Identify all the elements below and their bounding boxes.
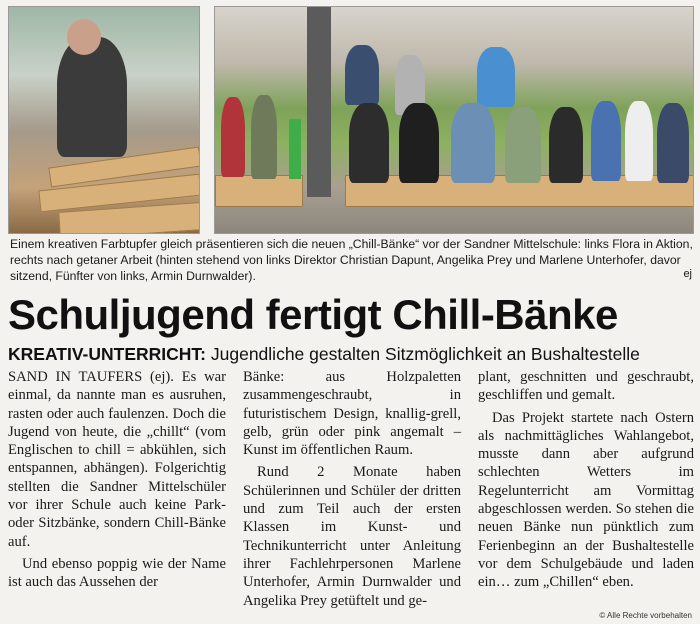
photo-credit: ej	[683, 268, 692, 280]
photo-group-on-chill-benches	[214, 6, 694, 234]
photo-girl-sanding-bench	[8, 6, 200, 234]
article-column-2	[243, 368, 461, 610]
rights-notice: © Alle Rechte vorbehalten	[599, 611, 692, 620]
subhead-kicker: KREATIV-UNTERRICHT:	[8, 344, 207, 364]
article-headline: Schuljugend fertigt Chill-Bänke	[8, 291, 618, 338]
paragraph: Das Projekt startete nach Ostern als nachmittägliches Wahlangebot, musste dann aber aufgrund schlechten Wetters im Regelunterricht am Vormittag abgeschlossen werden. So stehen die neuen Bänke nun pünktlich zum Ferienbeginn an der Bushaltestelle vor dem Schulgebäude und laden ein… zum „Chillen“ eben.	[478, 409, 694, 591]
paragraph: Bänke: aus Holzpaletten zusammengeschraubt, in futuristischem Design, knallig-grell, gelb, grün oder pink angemalt – Kunst im öffentlichen Raum.	[243, 369, 461, 459]
paragraph: Rund 2 Monate haben Schülerinnen und Schüler der dritten und zum Teil auch der ersten Klassen im Kunst- und Technikunterricht unter Anleitung ihrer Fachlehrpersonen Marlene Unterhofer, Armin Durnwalder und Angelika Prey getüftelt und ge-	[243, 464, 461, 609]
article-column-3	[478, 368, 694, 592]
photo-caption: Einem kreativen Farbtupfer gleich präsentieren sich die neuen „Chill-Bänke“ vor der Sandner Mittelschule: links Flora in Aktion, rechts nach getaner Arbeit (hinten stehend von links Direktor Christian Dapunt, Angelika Prey und Marlene Unterhofer, davor sitzend, Fünfter von links, Armin Durnwalder).	[10, 237, 693, 283]
paragraph: SAND IN TAUFERS (ej). Es war einmal, da nannte man es ausruhen, rasten oder auch faulenzen. Doch die Jugend von heute, die „chillt“ (vom Englischen to chill = abkühlen, sich entspannen, abhängen). Folgerichtig stellten die Sandner Mittelschüler vor ihrer Schule auch keine Park- oder Sitzbänke, sondern Chill-Bänke auf.	[8, 369, 226, 550]
article-subhead	[8, 344, 692, 364]
subhead-text: Jugendliche gestalten Sitzmöglichkeit an Bushaltestelle	[206, 344, 640, 364]
paragraph: plant, geschnitten und geschraubt, geschliffen und gemalt.	[478, 369, 694, 404]
paragraph: Und ebenso poppig wie der Name ist auch das Aussehen der	[8, 555, 226, 591]
article-column-1	[8, 368, 226, 592]
